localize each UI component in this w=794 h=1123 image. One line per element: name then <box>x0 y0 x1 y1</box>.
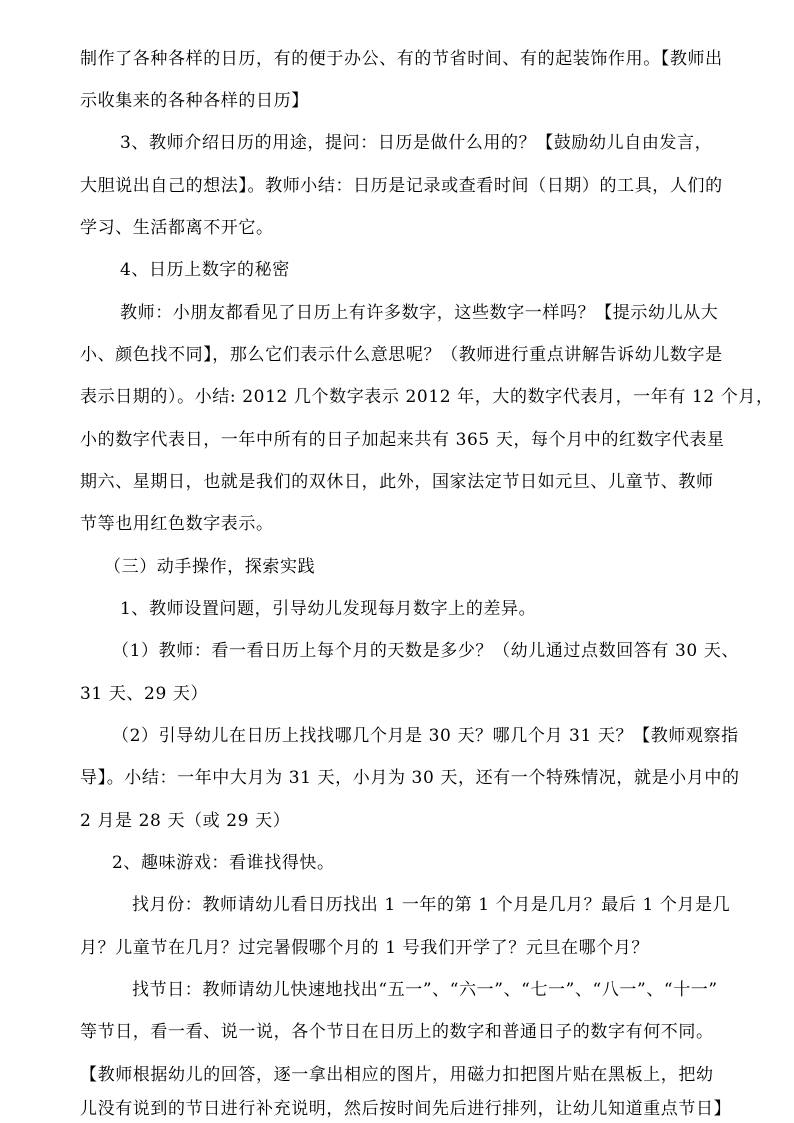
text-line: 3、教师介绍日历的用途，提问：日历是做什么用的？【鼓励幼儿自由发言， <box>120 133 713 153</box>
text-line: 找月份：教师请幼儿看日历找出 1 一年的第 1 个月是几月？最后 1 个月是几 <box>132 895 731 915</box>
text-line: 等节日，看一看、说一说，各个节日在日历上的数字和普通日子的数字有何不同。 <box>80 1022 714 1042</box>
text-line: 月？儿童节在几月？过完暑假哪个月的 1 号我们开学了？元旦在哪个月？ <box>80 938 650 958</box>
text-line: 小、颜色找不同】，那么它们表示什么意思呢？（教师进行重点讲解告诉幼儿数字是 <box>80 345 723 365</box>
text-line: 【教师根据幼儿的回答，逐一拿出相应的图片，用磁力扣把图片贴在黑板上，把幼 <box>80 1065 714 1085</box>
text-line: 制作了各种各样的日历，有的便于办公、有的节省时间、有的起装饰作用。【教师出 <box>80 49 723 69</box>
text-line: 示收集来的各种各样的日历】 <box>80 91 309 111</box>
section-heading: 4、日历上数字的秘密 <box>120 260 290 280</box>
text-line: 大胆说出自己的想法】。教师小结：日历是记录或查看时间（日期）的工具，人们的 <box>80 176 723 196</box>
text-line: 教师：小朋友都看见了日历上有许多数字，这些数字一样吗？【提示幼儿从大 <box>120 303 719 323</box>
text-line: 节等也用红色数字表示。 <box>80 514 274 534</box>
text-line: 期六、星期日，也就是我们的双休日，此外，国家法定节日如元旦、儿童节、教师 <box>80 472 714 492</box>
text-line: 学习、生活都离不开它。 <box>80 218 274 238</box>
text-line: 导】。小结：一年中大月为 31 天，小月为 30 天，还有一个特殊情况，就是小月中的 <box>80 768 740 788</box>
text-line: 找节日：教师请幼儿快速地找出“五一”、“六一”、“七一”、“八一”、“十一” <box>132 980 718 1000</box>
text-line: （1）教师：看一看日历上每个月的天数是多少？（幼儿通过点数回答有 30 天、 <box>112 641 740 661</box>
text-line: 31 天、29 天） <box>80 684 209 704</box>
section-heading: 2、趣味游戏：看谁找得快。 <box>112 853 335 873</box>
text-line: 小的数字代表日，一年中所有的日子加起来共有 365 天，每个月中的红数字代表星 <box>80 430 725 450</box>
text-line: 1、教师设置问题，引导幼儿发现每月数字上的差异。 <box>120 599 537 619</box>
text-line: 2 月是 28 天（或 29 天） <box>80 811 291 831</box>
section-heading: （三）动手操作，探索实践 <box>104 557 316 577</box>
text-line: 儿没有说到的节日进行补充说明，然后按时间先后进行排列，让幼儿知道重点节日】 <box>80 1099 732 1119</box>
text-line: 表示日期的）。小结: 2012 几个数字表示 2012 年，大的数字代表月，一年有 12 个月， <box>80 387 774 407</box>
text-line: （2）引导幼儿在日历上找找哪几个月是 30 天？哪几个月 31 天？【教师观察指 <box>112 726 739 746</box>
